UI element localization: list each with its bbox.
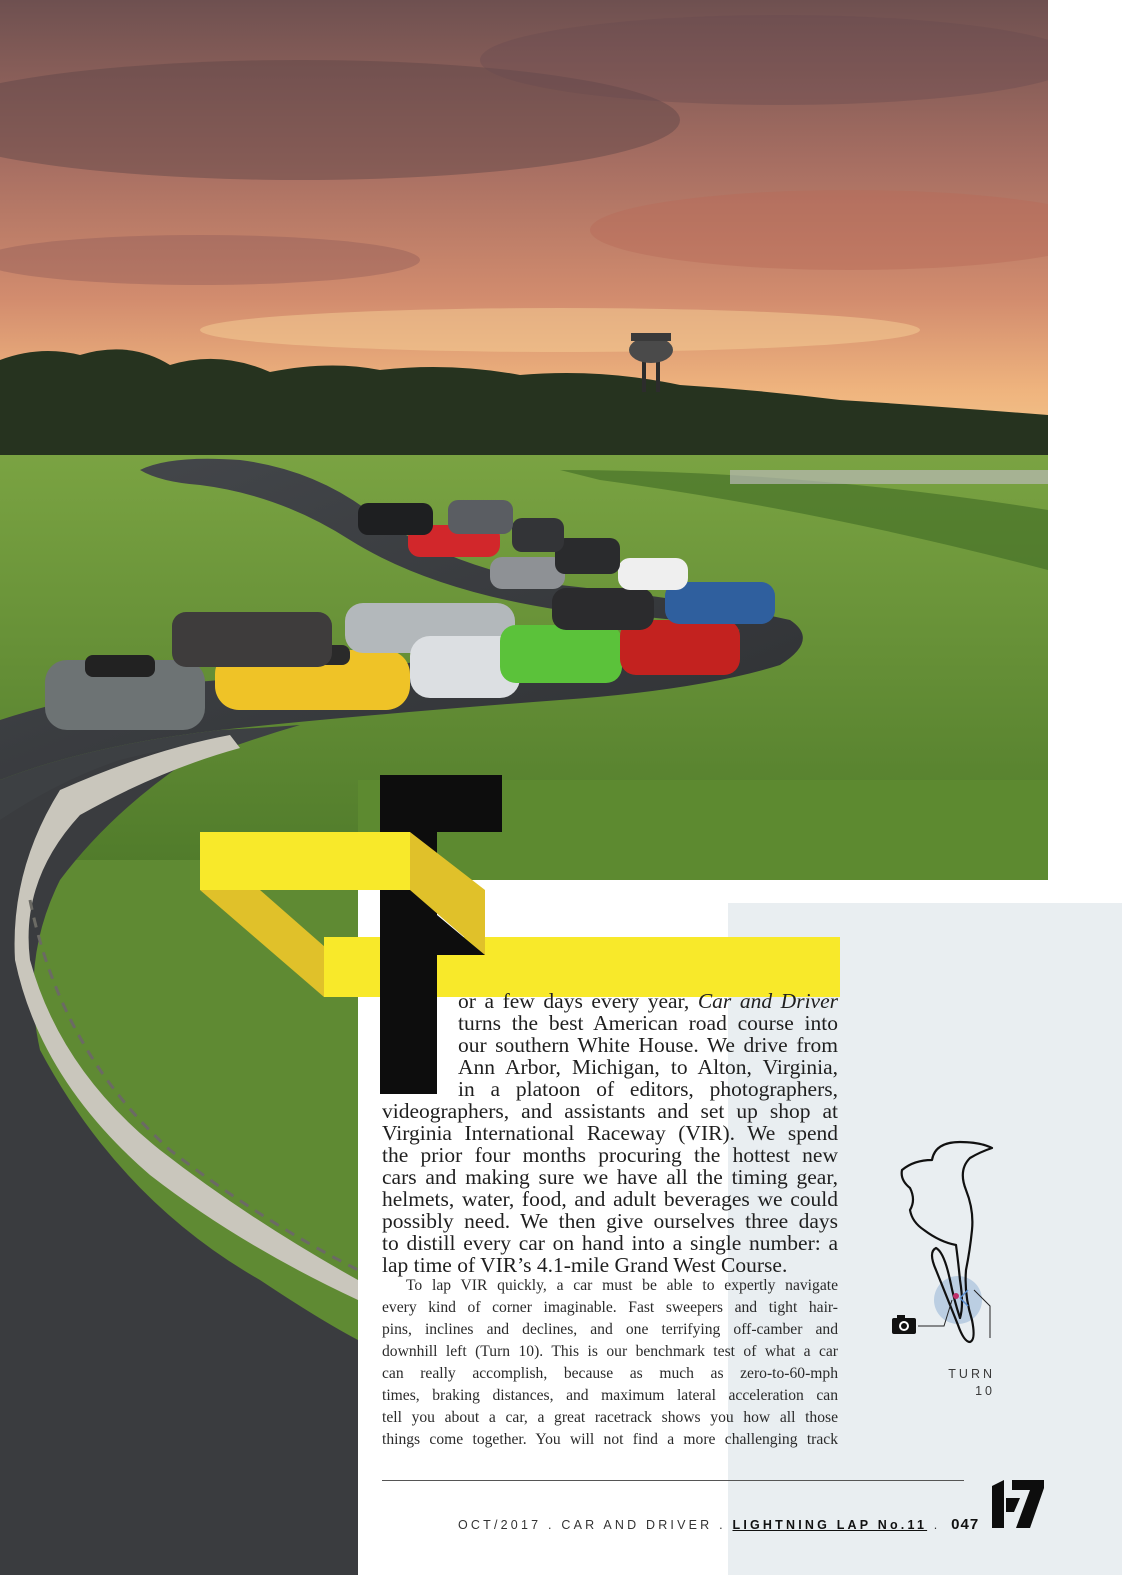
turn-label-word: TURN <box>948 1367 995 1381</box>
lead-line-13: lap time of VIR’s 4.1-mile Grand West Course. <box>382 1253 788 1277</box>
lead-line-11: possibly need. We then give ourselves three days <box>382 1209 838 1233</box>
body-line-1: To lap VIR quickly, a car must be able to expertly navigate <box>406 1277 838 1294</box>
lead-line-6: videographers, and assistants and set up shop at <box>382 1099 838 1123</box>
lead-line-10: helmets, water, food, and adult beverages we could <box>382 1187 838 1211</box>
body-line-6: times, braking distances, and maximum lateral acceleration can <box>382 1387 838 1404</box>
body-line-8: things come together. You will not find a more challenging track <box>382 1431 838 1448</box>
body-line-7: tell you about a car, a great racetrack shows you how all those <box>382 1409 838 1426</box>
lead-line-4: Ann Arbor, Michigan, to Alton, Virginia, <box>458 1055 838 1079</box>
footer-issue: OCT/2017 <box>458 1518 542 1532</box>
lightning-lap-logo <box>990 1478 1046 1530</box>
footer-separator: . <box>547 1518 555 1532</box>
lead-line-7: Virginia International Raceway (VIR). We spend <box>382 1121 838 1145</box>
footer-separator: . <box>933 1518 941 1532</box>
footer-magazine: CAR AND DRIVER <box>561 1518 713 1532</box>
lead-line-8: the prior four months procuring the hottest new <box>382 1143 838 1167</box>
footer-section: LIGHTNING LAP No.11 <box>732 1518 928 1532</box>
turn-10-marker <box>953 1293 959 1299</box>
page-margin <box>1048 0 1122 903</box>
turn-label-number: 10 <box>975 1384 995 1398</box>
body-line-4: downhill left (Turn 10). This is our benchmark test of what a car <box>382 1343 838 1360</box>
body-line-2: every kind of corner imaginable. Fast sweepers and tight hair- <box>382 1299 838 1316</box>
camera-icon <box>892 1315 916 1334</box>
lead-line-12: to distill every car on hand into a single number: a <box>382 1231 838 1255</box>
lead-line-3: our southern White House. We drive from <box>458 1033 838 1057</box>
footer-rule <box>382 1480 964 1481</box>
body-line-3: pins, inclines and declines, and one terrifying off-camber and <box>382 1321 838 1338</box>
turn-label <box>935 1366 995 1400</box>
lead-line-1: or a few days every year, Car and Driver <box>458 989 838 1013</box>
lead-line-2: turns the best American road course into <box>458 1011 838 1035</box>
body-line-5: can really accomplish, because as much as zero-to-60-mph <box>382 1365 838 1382</box>
page-number: 047 <box>951 1516 980 1533</box>
lead-line-5: in a platoon of editors, photographers, <box>458 1077 838 1101</box>
lead-line-9: cars and making sure we have all the timing gear, <box>382 1165 838 1189</box>
track-map <box>880 1130 1020 1360</box>
footer-separator: . <box>719 1518 726 1532</box>
footer <box>458 1516 979 1533</box>
